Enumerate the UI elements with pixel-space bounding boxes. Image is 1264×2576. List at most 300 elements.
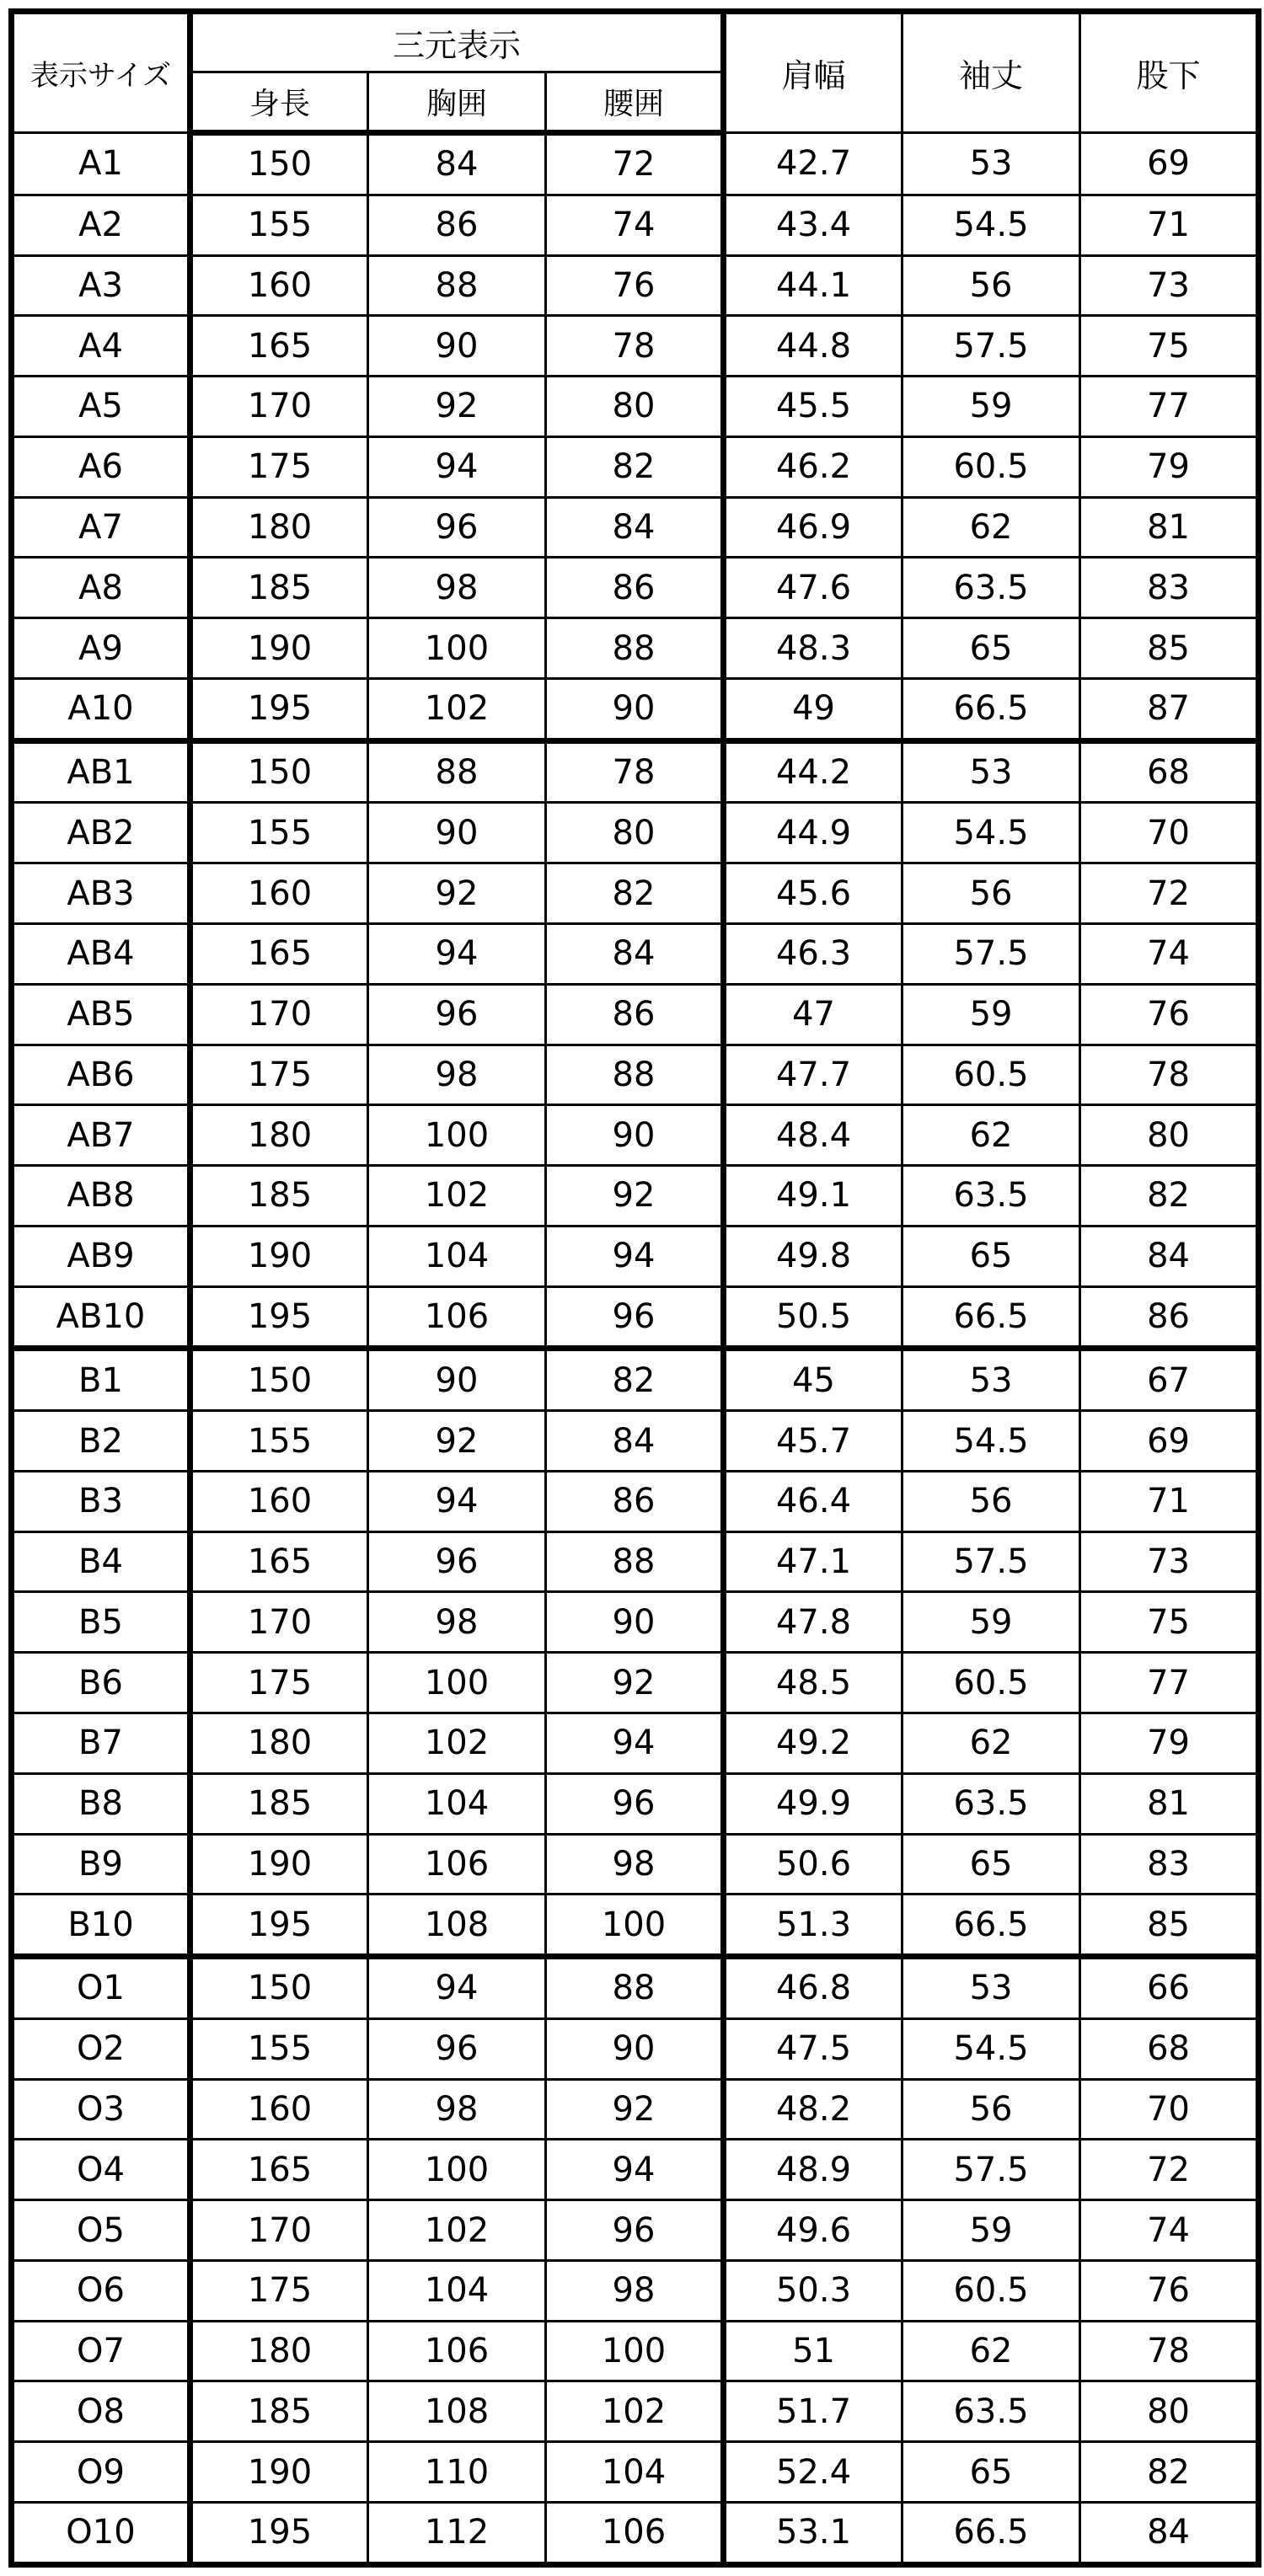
cell-inseam: 86 xyxy=(1080,1286,1259,1349)
cell-waist: 96 xyxy=(546,1286,724,1349)
cell-chest: 84 xyxy=(368,133,546,195)
cell-height: 155 xyxy=(190,2018,368,2079)
cell-height: 150 xyxy=(190,1349,368,1411)
table-row xyxy=(12,984,1259,1045)
cell-chest: 106 xyxy=(368,2321,546,2381)
cell-chest: 102 xyxy=(368,2200,546,2261)
table-row xyxy=(12,1226,1259,1286)
cell-chest: 102 xyxy=(368,678,546,740)
cell-height: 155 xyxy=(190,803,368,863)
cell-inseam: 72 xyxy=(1080,2140,1259,2200)
table-row xyxy=(12,1105,1259,1166)
cell-height: 195 xyxy=(190,2502,368,2564)
cell-chest: 98 xyxy=(368,1045,546,1105)
cell-size: O3 xyxy=(12,2079,190,2140)
cell-shoulder: 49.1 xyxy=(724,1166,902,1227)
cell-size: B7 xyxy=(12,1713,190,1773)
cell-size: O4 xyxy=(12,2140,190,2200)
cell-shoulder: 47.5 xyxy=(724,2018,902,2079)
cell-waist: 86 xyxy=(546,1471,724,1531)
table-row xyxy=(12,1349,1259,1411)
header-chest: 胸囲 xyxy=(368,72,546,133)
cell-waist: 92 xyxy=(546,1166,724,1227)
cell-sleeve: 60.5 xyxy=(902,1653,1080,1713)
cell-waist: 78 xyxy=(546,740,724,803)
cell-inseam: 85 xyxy=(1080,618,1259,679)
cell-size: B8 xyxy=(12,1773,190,1834)
cell-inseam: 68 xyxy=(1080,2018,1259,2079)
cell-waist: 90 xyxy=(546,1105,724,1166)
table-row xyxy=(12,2260,1259,2321)
cell-shoulder: 47 xyxy=(724,984,902,1045)
cell-waist: 102 xyxy=(546,2381,724,2442)
cell-chest: 106 xyxy=(368,1286,546,1349)
cell-sleeve: 59 xyxy=(902,2200,1080,2261)
cell-size: O8 xyxy=(12,2381,190,2442)
cell-size: AB3 xyxy=(12,863,190,924)
header-three-dim: 三元表示 xyxy=(190,12,724,72)
cell-chest: 106 xyxy=(368,1834,546,1895)
cell-height: 150 xyxy=(190,740,368,803)
cell-inseam: 71 xyxy=(1080,1471,1259,1531)
table-row xyxy=(12,1834,1259,1895)
cell-inseam: 87 xyxy=(1080,678,1259,740)
cell-height: 160 xyxy=(190,255,368,316)
cell-height: 150 xyxy=(190,133,368,195)
cell-size: A1 xyxy=(12,133,190,195)
cell-height: 175 xyxy=(190,1653,368,1713)
cell-size: O2 xyxy=(12,2018,190,2079)
table-row xyxy=(12,1411,1259,1472)
cell-sleeve: 56 xyxy=(902,255,1080,316)
table-header xyxy=(12,12,1259,133)
cell-size: AB7 xyxy=(12,1105,190,1166)
cell-sleeve: 56 xyxy=(902,863,1080,924)
cell-waist: 76 xyxy=(546,255,724,316)
cell-height: 155 xyxy=(190,1411,368,1472)
cell-waist: 88 xyxy=(546,618,724,679)
cell-sleeve: 56 xyxy=(902,2079,1080,2140)
table-row xyxy=(12,1713,1259,1773)
cell-waist: 84 xyxy=(546,497,724,558)
cell-size: B1 xyxy=(12,1349,190,1411)
cell-inseam: 70 xyxy=(1080,803,1259,863)
cell-sleeve: 57.5 xyxy=(902,2140,1080,2200)
cell-sleeve: 63.5 xyxy=(902,1166,1080,1227)
cell-shoulder: 45.6 xyxy=(724,863,902,924)
cell-size: O1 xyxy=(12,1957,190,2019)
header-height: 身長 xyxy=(190,72,368,133)
table-row xyxy=(12,1471,1259,1531)
cell-chest: 100 xyxy=(368,1653,546,1713)
cell-chest: 100 xyxy=(368,618,546,679)
cell-size: AB8 xyxy=(12,1166,190,1227)
cell-sleeve: 66.5 xyxy=(902,678,1080,740)
cell-chest: 94 xyxy=(368,436,546,497)
cell-waist: 82 xyxy=(546,863,724,924)
cell-height: 165 xyxy=(190,924,368,985)
cell-size: B9 xyxy=(12,1834,190,1895)
table-row xyxy=(12,924,1259,985)
cell-inseam: 67 xyxy=(1080,1349,1259,1411)
cell-size: A6 xyxy=(12,436,190,497)
cell-sleeve: 57.5 xyxy=(902,924,1080,985)
header-inseam: 股下 xyxy=(1080,12,1259,133)
cell-size: B3 xyxy=(12,1471,190,1531)
cell-waist: 78 xyxy=(546,316,724,377)
cell-inseam: 81 xyxy=(1080,1773,1259,1834)
cell-size: AB4 xyxy=(12,924,190,985)
table-row xyxy=(12,2502,1259,2564)
cell-shoulder: 47.6 xyxy=(724,558,902,618)
cell-shoulder: 49.9 xyxy=(724,1773,902,1834)
cell-shoulder: 48.9 xyxy=(724,2140,902,2200)
cell-sleeve: 65 xyxy=(902,1226,1080,1286)
cell-size: AB2 xyxy=(12,803,190,863)
cell-inseam: 84 xyxy=(1080,1226,1259,1286)
cell-inseam: 84 xyxy=(1080,2502,1259,2564)
cell-shoulder: 42.7 xyxy=(724,133,902,195)
cell-sleeve: 65 xyxy=(902,2442,1080,2503)
cell-waist: 94 xyxy=(546,2140,724,2200)
cell-waist: 98 xyxy=(546,2260,724,2321)
cell-waist: 104 xyxy=(546,2442,724,2503)
table-row xyxy=(12,2079,1259,2140)
cell-waist: 100 xyxy=(546,1895,724,1957)
table-row xyxy=(12,558,1259,618)
cell-chest: 88 xyxy=(368,255,546,316)
cell-chest: 96 xyxy=(368,1531,546,1592)
cell-waist: 92 xyxy=(546,1653,724,1713)
cell-size: A7 xyxy=(12,497,190,558)
cell-inseam: 69 xyxy=(1080,133,1259,195)
cell-shoulder: 49 xyxy=(724,678,902,740)
cell-shoulder: 49.6 xyxy=(724,2200,902,2261)
header-shoulder: 肩幅 xyxy=(724,12,902,133)
cell-sleeve: 62 xyxy=(902,2321,1080,2381)
cell-shoulder: 43.4 xyxy=(724,195,902,255)
cell-sleeve: 56 xyxy=(902,1471,1080,1531)
cell-inseam: 77 xyxy=(1080,1653,1259,1713)
cell-sleeve: 54.5 xyxy=(902,195,1080,255)
table-row xyxy=(12,863,1259,924)
cell-sleeve: 59 xyxy=(902,377,1080,437)
cell-height: 150 xyxy=(190,1957,368,2019)
cell-shoulder: 47.8 xyxy=(724,1592,902,1653)
cell-size: O5 xyxy=(12,2200,190,2261)
cell-shoulder: 44.1 xyxy=(724,255,902,316)
cell-height: 165 xyxy=(190,1531,368,1592)
cell-waist: 96 xyxy=(546,1773,724,1834)
cell-inseam: 72 xyxy=(1080,863,1259,924)
cell-shoulder: 50.5 xyxy=(724,1286,902,1349)
cell-inseam: 69 xyxy=(1080,1411,1259,1472)
cell-chest: 112 xyxy=(368,2502,546,2564)
table-row xyxy=(12,195,1259,255)
table-row xyxy=(12,2140,1259,2200)
cell-chest: 90 xyxy=(368,316,546,377)
cell-height: 160 xyxy=(190,1471,368,1531)
cell-height: 190 xyxy=(190,1834,368,1895)
cell-waist: 90 xyxy=(546,1592,724,1653)
cell-chest: 94 xyxy=(368,1471,546,1531)
cell-waist: 90 xyxy=(546,2018,724,2079)
cell-height: 195 xyxy=(190,1286,368,1349)
table-body xyxy=(12,133,1259,2565)
cell-shoulder: 49.8 xyxy=(724,1226,902,1286)
cell-waist: 106 xyxy=(546,2502,724,2564)
cell-waist: 98 xyxy=(546,1834,724,1895)
cell-waist: 72 xyxy=(546,133,724,195)
cell-shoulder: 51 xyxy=(724,2321,902,2381)
cell-height: 165 xyxy=(190,316,368,377)
cell-waist: 82 xyxy=(546,436,724,497)
cell-sleeve: 62 xyxy=(902,1713,1080,1773)
table-row xyxy=(12,2442,1259,2503)
table-row xyxy=(12,1957,1259,2019)
cell-inseam: 73 xyxy=(1080,255,1259,316)
cell-inseam: 68 xyxy=(1080,740,1259,803)
cell-sleeve: 60.5 xyxy=(902,1045,1080,1105)
cell-chest: 90 xyxy=(368,803,546,863)
cell-inseam: 79 xyxy=(1080,436,1259,497)
cell-inseam: 83 xyxy=(1080,558,1259,618)
cell-size: AB10 xyxy=(12,1286,190,1349)
cell-waist: 88 xyxy=(546,1531,724,1592)
cell-height: 180 xyxy=(190,1713,368,1773)
cell-sleeve: 60.5 xyxy=(902,436,1080,497)
header-waist: 腰囲 xyxy=(546,72,724,133)
cell-chest: 88 xyxy=(368,740,546,803)
cell-sleeve: 65 xyxy=(902,618,1080,679)
cell-sleeve: 59 xyxy=(902,1592,1080,1653)
cell-sleeve: 53 xyxy=(902,133,1080,195)
cell-waist: 80 xyxy=(546,803,724,863)
cell-inseam: 78 xyxy=(1080,2321,1259,2381)
cell-chest: 94 xyxy=(368,924,546,985)
cell-shoulder: 46.4 xyxy=(724,1471,902,1531)
table-row xyxy=(12,316,1259,377)
cell-height: 160 xyxy=(190,863,368,924)
cell-sleeve: 57.5 xyxy=(902,316,1080,377)
cell-shoulder: 45.7 xyxy=(724,1411,902,1472)
cell-size: A5 xyxy=(12,377,190,437)
cell-size: O10 xyxy=(12,2502,190,2564)
cell-size: A2 xyxy=(12,195,190,255)
cell-sleeve: 53 xyxy=(902,1957,1080,2019)
cell-shoulder: 47.7 xyxy=(724,1045,902,1105)
cell-waist: 86 xyxy=(546,558,724,618)
table-row xyxy=(12,1895,1259,1957)
cell-chest: 102 xyxy=(368,1713,546,1773)
cell-sleeve: 54.5 xyxy=(902,1411,1080,1472)
cell-size: AB9 xyxy=(12,1226,190,1286)
cell-chest: 98 xyxy=(368,1592,546,1653)
table-row xyxy=(12,2200,1259,2261)
cell-height: 195 xyxy=(190,678,368,740)
cell-sleeve: 53 xyxy=(902,740,1080,803)
cell-inseam: 77 xyxy=(1080,377,1259,437)
cell-height: 175 xyxy=(190,1045,368,1105)
cell-height: 170 xyxy=(190,1592,368,1653)
cell-height: 185 xyxy=(190,1166,368,1227)
cell-height: 165 xyxy=(190,2140,368,2200)
cell-sleeve: 62 xyxy=(902,497,1080,558)
cell-size: A8 xyxy=(12,558,190,618)
cell-sleeve: 54.5 xyxy=(902,803,1080,863)
cell-inseam: 82 xyxy=(1080,2442,1259,2503)
cell-waist: 88 xyxy=(546,1045,724,1105)
cell-size: AB6 xyxy=(12,1045,190,1105)
cell-chest: 100 xyxy=(368,2140,546,2200)
table-row xyxy=(12,1531,1259,1592)
cell-sleeve: 59 xyxy=(902,984,1080,1045)
cell-chest: 104 xyxy=(368,2260,546,2321)
table-row xyxy=(12,1592,1259,1653)
cell-shoulder: 49.2 xyxy=(724,1713,902,1773)
cell-height: 175 xyxy=(190,436,368,497)
cell-inseam: 70 xyxy=(1080,2079,1259,2140)
cell-inseam: 74 xyxy=(1080,2200,1259,2261)
cell-waist: 86 xyxy=(546,984,724,1045)
cell-shoulder: 50.6 xyxy=(724,1834,902,1895)
table-row xyxy=(12,740,1259,803)
cell-inseam: 80 xyxy=(1080,2381,1259,2442)
cell-shoulder: 48.3 xyxy=(724,618,902,679)
cell-size: B5 xyxy=(12,1592,190,1653)
cell-waist: 90 xyxy=(546,678,724,740)
cell-height: 180 xyxy=(190,2321,368,2381)
table-row xyxy=(12,133,1259,195)
cell-waist: 92 xyxy=(546,2079,724,2140)
cell-size: A9 xyxy=(12,618,190,679)
cell-inseam: 76 xyxy=(1080,2260,1259,2321)
table-row xyxy=(12,1166,1259,1227)
table-row xyxy=(12,2321,1259,2381)
cell-size: A4 xyxy=(12,316,190,377)
table-row xyxy=(12,1045,1259,1105)
cell-inseam: 82 xyxy=(1080,1166,1259,1227)
cell-sleeve: 62 xyxy=(902,1105,1080,1166)
cell-shoulder: 51.7 xyxy=(724,2381,902,2442)
table-row xyxy=(12,255,1259,316)
cell-height: 170 xyxy=(190,2200,368,2261)
cell-height: 185 xyxy=(190,2381,368,2442)
cell-sleeve: 63.5 xyxy=(902,2381,1080,2442)
cell-inseam: 80 xyxy=(1080,1105,1259,1166)
cell-size: B10 xyxy=(12,1895,190,1957)
cell-chest: 92 xyxy=(368,1411,546,1472)
table-row xyxy=(12,2018,1259,2079)
cell-chest: 96 xyxy=(368,497,546,558)
cell-inseam: 74 xyxy=(1080,924,1259,985)
cell-inseam: 76 xyxy=(1080,984,1259,1045)
cell-chest: 102 xyxy=(368,1166,546,1227)
cell-height: 195 xyxy=(190,1895,368,1957)
cell-waist: 84 xyxy=(546,924,724,985)
cell-shoulder: 44.9 xyxy=(724,803,902,863)
cell-height: 155 xyxy=(190,195,368,255)
cell-height: 185 xyxy=(190,1773,368,1834)
cell-size: AB1 xyxy=(12,740,190,803)
cell-shoulder: 51.3 xyxy=(724,1895,902,1957)
cell-shoulder: 44.2 xyxy=(724,740,902,803)
cell-shoulder: 45 xyxy=(724,1349,902,1411)
header-sleeve: 袖丈 xyxy=(902,12,1080,133)
cell-size: B6 xyxy=(12,1653,190,1713)
cell-chest: 98 xyxy=(368,558,546,618)
cell-inseam: 83 xyxy=(1080,1834,1259,1895)
table-row xyxy=(12,1286,1259,1349)
cell-size: A3 xyxy=(12,255,190,316)
cell-shoulder: 44.8 xyxy=(724,316,902,377)
cell-shoulder: 45.5 xyxy=(724,377,902,437)
cell-chest: 108 xyxy=(368,2381,546,2442)
cell-height: 185 xyxy=(190,558,368,618)
cell-waist: 88 xyxy=(546,1957,724,2019)
table-row xyxy=(12,2381,1259,2442)
cell-chest: 104 xyxy=(368,1773,546,1834)
cell-shoulder: 48.4 xyxy=(724,1105,902,1166)
table-row xyxy=(12,377,1259,437)
cell-shoulder: 46.9 xyxy=(724,497,902,558)
cell-shoulder: 52.4 xyxy=(724,2442,902,2503)
cell-inseam: 75 xyxy=(1080,316,1259,377)
cell-waist: 74 xyxy=(546,195,724,255)
cell-shoulder: 46.2 xyxy=(724,436,902,497)
cell-shoulder: 48.5 xyxy=(724,1653,902,1713)
cell-chest: 90 xyxy=(368,1349,546,1411)
cell-sleeve: 66.5 xyxy=(902,2502,1080,2564)
cell-shoulder: 47.1 xyxy=(724,1531,902,1592)
cell-size: O7 xyxy=(12,2321,190,2381)
cell-chest: 96 xyxy=(368,984,546,1045)
table-row xyxy=(12,1653,1259,1713)
cell-chest: 104 xyxy=(368,1226,546,1286)
cell-shoulder: 53.1 xyxy=(724,2502,902,2564)
cell-height: 170 xyxy=(190,377,368,437)
cell-waist: 84 xyxy=(546,1411,724,1472)
cell-size: B2 xyxy=(12,1411,190,1472)
cell-chest: 92 xyxy=(368,377,546,437)
cell-size: O6 xyxy=(12,2260,190,2321)
table-row xyxy=(12,1773,1259,1834)
table-row xyxy=(12,803,1259,863)
cell-height: 180 xyxy=(190,497,368,558)
cell-waist: 96 xyxy=(546,2200,724,2261)
cell-chest: 86 xyxy=(368,195,546,255)
cell-inseam: 85 xyxy=(1080,1895,1259,1957)
cell-shoulder: 48.2 xyxy=(724,2079,902,2140)
cell-shoulder: 50.3 xyxy=(724,2260,902,2321)
cell-chest: 92 xyxy=(368,863,546,924)
cell-height: 170 xyxy=(190,984,368,1045)
cell-chest: 100 xyxy=(368,1105,546,1166)
cell-chest: 110 xyxy=(368,2442,546,2503)
cell-inseam: 75 xyxy=(1080,1592,1259,1653)
header-size: 表示サイズ xyxy=(12,12,190,133)
cell-shoulder: 46.8 xyxy=(724,1957,902,2019)
cell-size: O9 xyxy=(12,2442,190,2503)
cell-inseam: 73 xyxy=(1080,1531,1259,1592)
cell-chest: 94 xyxy=(368,1957,546,2019)
cell-inseam: 66 xyxy=(1080,1957,1259,2019)
cell-height: 190 xyxy=(190,618,368,679)
size-chart-table xyxy=(8,8,1261,2568)
cell-height: 160 xyxy=(190,2079,368,2140)
cell-sleeve: 65 xyxy=(902,1834,1080,1895)
cell-height: 190 xyxy=(190,1226,368,1286)
